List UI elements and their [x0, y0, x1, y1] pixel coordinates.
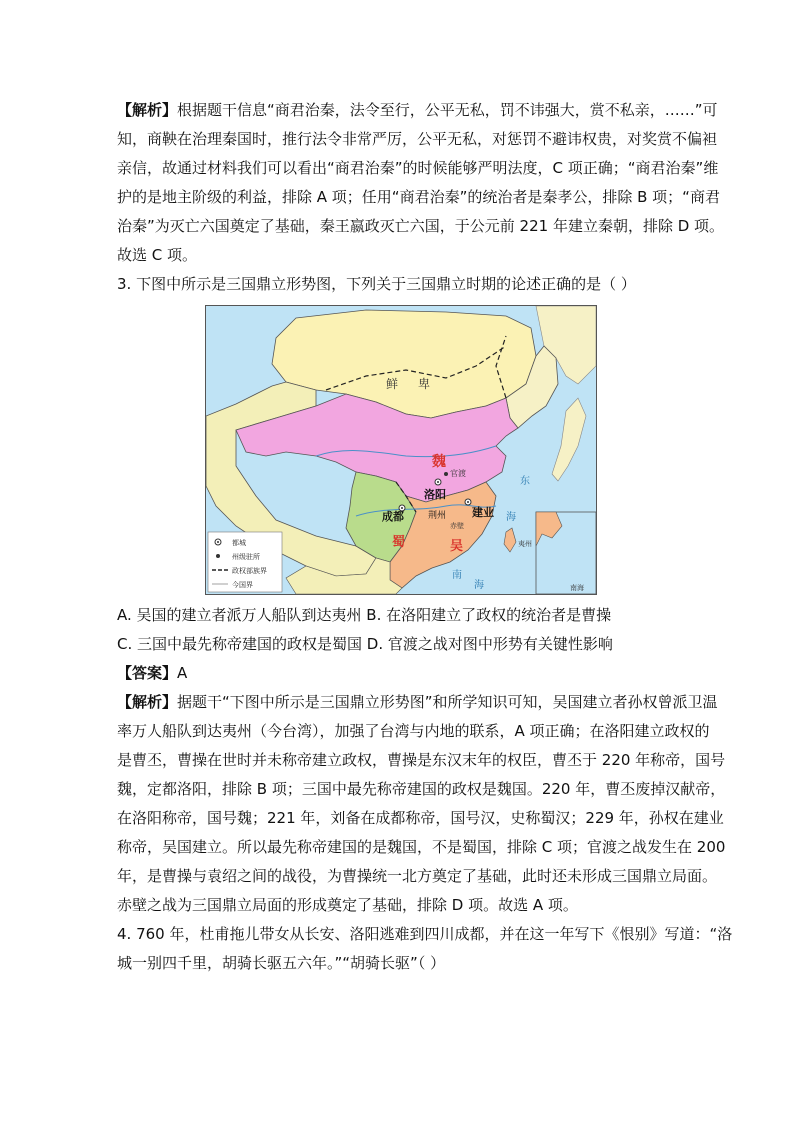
q3-options-line-1: A. 吴国的建立者派万人船队到达夷州 B. 在洛阳建立了政权的统治者是曹操 [117, 606, 612, 624]
legend-prefecture: 州级驻所 [232, 553, 260, 561]
label-yizhou: 夷州 [518, 540, 532, 548]
answer-value: A [177, 664, 188, 682]
analysis2-line-4: 护的是地主阶级的利益，排除 A 项；任用“商君治秦”的统治者是秦孝公，排除 B 项；“商君 [117, 188, 720, 206]
legend-modern: 今国界 [232, 581, 253, 589]
legend-prefecture-icon [216, 554, 220, 558]
label-wu: 吴 [450, 539, 464, 554]
q3-options-line-2: C. 三国中最先称帝建国的政权是蜀国 D. 官渡之战对图中形势有关键性影响 [117, 635, 613, 653]
label-wei: 魏 [432, 454, 446, 470]
three-kingdoms-map [205, 305, 597, 595]
page-content [117, 96, 733, 978]
capital-marker-dot [467, 501, 469, 503]
q3-analysis-line-1: 【解析】据题干“下图中所示是三国鼎立形势图”和所学知识可知，吴国建立者孙权曾派卫温 [117, 693, 718, 711]
label-hai2: 海 [474, 580, 484, 591]
label-chengdu: 成都 [382, 510, 404, 523]
capital-marker-dot [437, 481, 439, 483]
prefecture-marker [444, 472, 448, 476]
analysis2-label: 【解析】 [117, 101, 178, 119]
label-inset-nanhai: 南海 [570, 584, 584, 592]
legend-capital-icon-dot [217, 541, 219, 543]
label-jingzhou: 荆州 [428, 511, 447, 521]
label-xianbei-2: 卑 [418, 377, 431, 391]
answer-label: 【答案】 [117, 664, 178, 682]
q3-analysis-line-5: 在洛阳称帝，国号魏；221 年，刘备在成都称帝，国号汉，史称蜀汉；229 年，孙权在建业 [117, 809, 724, 827]
label-shu: 蜀 [392, 535, 406, 550]
q3-analysis-line-2: 率万人船队到达夷州（今台湾），加强了台湾与内地的联系，A 项正确；在洛阳建立政权的 [117, 722, 710, 740]
q3-analysis-line-8: 赤壁之战为三国鼎立局面的形成奠定了基础，排除 D 项。故选 A 项。 [117, 896, 578, 914]
legend-boundary: 政权部族界 [232, 567, 267, 575]
legend-capital: 都城 [232, 539, 246, 547]
q3-answer [117, 659, 677, 688]
analysis2-line-3: 亲信，故通过材料我们可以看出“商君治秦”的时候能够严明法度，C 项正确；“商君治秦”维 [117, 159, 719, 177]
q3-analysis-line-3: 是曹丕，曹操在世时并未称帝建立政权，曹操是东汉末年的权臣，曹丕于 220 年称帝，国号 [117, 751, 726, 769]
q3-analysis-line-7: 年，是曹操与袁绍之间的战役，为曹操统一北方奠定了基础，此时还未形成三国鼎立局面。 [117, 867, 718, 885]
label-hai: 海 [506, 512, 516, 523]
label-dong: 东 [520, 476, 530, 487]
capital-marker-dot [401, 507, 403, 509]
analysis2-line-1: 【解析】根据题干信息“商君治秦，法令至行，公平无私，罚不讳强大，赏不私亲，……”可 [117, 101, 718, 119]
q3-analysis-line-4: 魏，定都洛阳，排除 B 项；三国中最先称帝建国的政权是魏国。220 年，曹丕废掉汉献帝， [117, 780, 726, 798]
label-chibi: 赤壁 [450, 522, 464, 530]
label-xianbei-1: 鲜 [386, 377, 399, 391]
label-luoyang: 洛阳 [424, 488, 446, 501]
q4-line-1: 4. 760 年，杜甫拖儿带女从长安、洛阳逃难到四川成都，并在这一年写下《恨别》写道：“洛 [117, 925, 733, 943]
label-guandu: 官渡 [450, 469, 466, 478]
q3-stem: 3. 下图中所示是三国鼎立形势图，下列关于三国鼎立时期的论述正确的是（ ） [117, 275, 636, 293]
q3-analysis-line-6: 称帝，吴国建立。所以最先称帝建国的是魏国，不是蜀国，排除 C 项；官渡之战发生在 200 [117, 838, 726, 856]
label-nan: 南 [452, 570, 462, 581]
analysis3-label: 【解析】 [117, 693, 178, 711]
analysis2-line-6: 故选 C 项。 [117, 246, 198, 264]
q3-options [117, 601, 677, 659]
q4-line-2: 城一别四千里，胡骑长驱五六年。”“胡骑长驱”（ ） [117, 954, 446, 972]
analysis2-line-2: 知，商鞅在治理秦国时，推行法令非常严厉，公平无私，对惩罚不避讳权贵，对奖赏不偏袒 [117, 130, 718, 148]
label-jianye: 建业 [472, 506, 494, 519]
analysis2-line-5: 治秦”为灭亡六国奠定了基础，秦王嬴政灭亡六国，于公元前 221 年建立秦朝，排除 D 项。 [117, 217, 725, 235]
